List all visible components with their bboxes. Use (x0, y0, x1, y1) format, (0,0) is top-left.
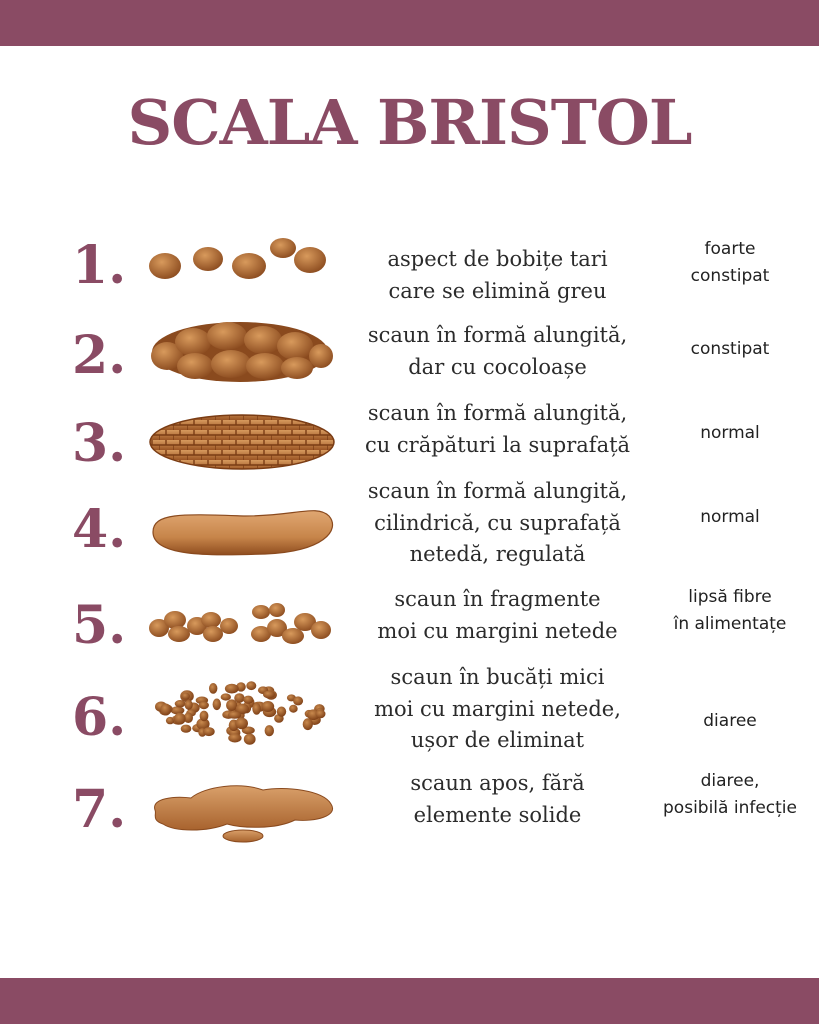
row-category: diaree (703, 711, 757, 731)
row-description: scaun în formă alungită, cilindrică, cu suprafață netedă, regulată (367, 479, 628, 566)
row-number: 6. (72, 687, 127, 748)
row-description: scaun în formă alungită, dar cu cocoloașe (367, 323, 628, 379)
stool-type-7-illustration (145, 770, 340, 850)
row-number: 2. (72, 325, 127, 386)
row-category: normal (700, 423, 760, 443)
row-category: diaree, posibilă infecție (663, 771, 797, 819)
row-category: constipat (690, 339, 770, 359)
stool-type-2-illustration (145, 312, 340, 392)
row-number: 3. (72, 413, 127, 474)
row-number: 5. (72, 595, 127, 656)
top-band (0, 0, 819, 46)
row-description: scaun în fragmente moi cu margini netede (377, 587, 618, 643)
row-number: 1. (72, 235, 127, 296)
row-category: normal (700, 507, 760, 527)
page-title: SCALA BRISTOL (127, 86, 692, 159)
stool-type-6-illustration (145, 676, 340, 756)
stool-type-1-illustration (145, 230, 340, 310)
stool-type-3-illustration (145, 400, 340, 480)
row-number: 7. (72, 779, 127, 840)
row-category: lipsă fibre în alimentațe (673, 587, 787, 635)
row-description: scaun în formă alungită, cu crăpături la suprafață (364, 401, 631, 457)
row-description: scaun în bucăți mici moi cu margini netede, ușor de eliminat (374, 665, 621, 752)
stool-type-5-illustration (145, 590, 340, 670)
bottom-band (0, 978, 819, 1024)
stool-type-4-illustration (145, 490, 340, 570)
row-category: foarte constipat (690, 239, 770, 287)
row-description: scaun apos, fără elemente solide (410, 771, 585, 827)
row-number: 4. (72, 499, 127, 560)
row-description: aspect de bobițe tari care se elimină greu (387, 247, 608, 303)
